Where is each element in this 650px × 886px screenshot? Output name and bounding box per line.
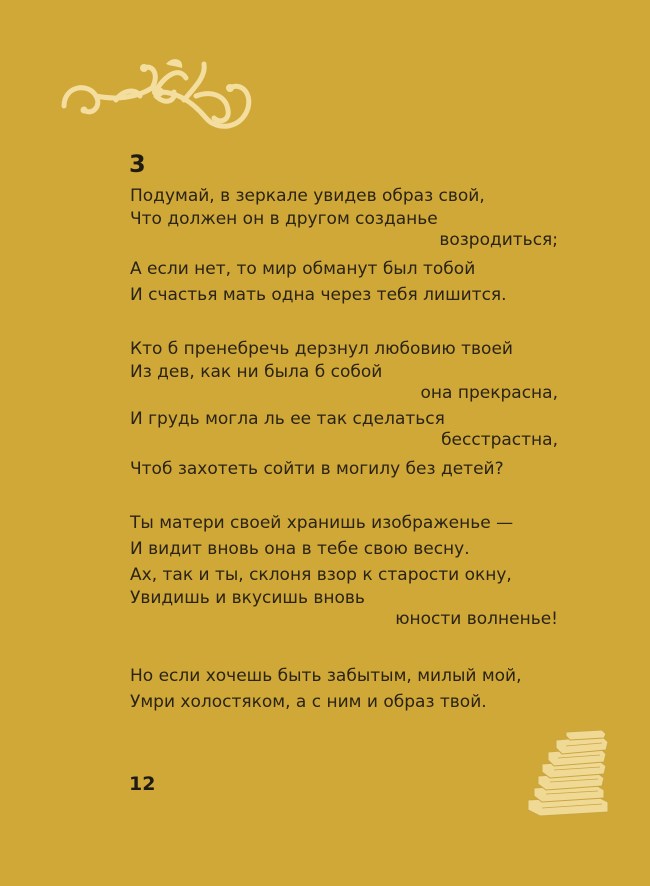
poem-line: Ты матери своей хранишь изображенье — bbox=[130, 513, 514, 533]
poem-line bbox=[130, 409, 570, 456]
poem-line: Но если хочешь быть забытым, милый мой, bbox=[130, 666, 522, 686]
page-number: 12 bbox=[129, 773, 156, 795]
stanza bbox=[130, 183, 570, 308]
poem-line: А если нет, то мир обманут был тобой bbox=[130, 259, 476, 279]
poem-line-continuation: она прекрасна, bbox=[420, 383, 558, 403]
poem-line-text: И грудь могла ль ее так сделаться bbox=[130, 409, 445, 429]
poem-line: И счастья мать одна через тебя лишится. bbox=[130, 285, 507, 305]
stanza bbox=[130, 336, 570, 482]
poem-line-text: Что должен он в другом созданье bbox=[130, 209, 438, 229]
poem-line-continuation: бесстрастна, bbox=[441, 430, 558, 450]
poem-number: 3 bbox=[129, 150, 146, 178]
poem-body bbox=[130, 183, 570, 743]
poem-line: Умри холостяком, а с ним и образ твой. bbox=[130, 692, 487, 712]
stanza bbox=[130, 510, 570, 635]
poem-line-continuation: юности волненье! bbox=[395, 609, 558, 629]
poem-line-text: Увидишь и вкусишь вновь bbox=[130, 588, 365, 608]
poem-line: Ах, так и ты, склоня взор к старости окну, bbox=[130, 565, 512, 585]
poem-line-continuation: возродиться; bbox=[439, 230, 558, 250]
poem-line-text: Из дев, как ни была б собой bbox=[130, 362, 383, 382]
poem-line: И видит вновь она в тебе свою весну. bbox=[130, 539, 470, 559]
floral-flourish-icon bbox=[56, 56, 256, 140]
poem-line: Подумай, в зеркале увидев образ свой, bbox=[130, 186, 485, 206]
poem-line: Кто б пренебречь дерзнул любовию твоей bbox=[130, 339, 513, 359]
poem-line: Чтоб захотеть сойти в могилу без детей? bbox=[130, 459, 504, 479]
poem-line bbox=[130, 209, 570, 256]
poem-line bbox=[130, 588, 570, 635]
stanza bbox=[130, 663, 570, 715]
poem-line bbox=[130, 362, 570, 409]
stack-of-books-icon bbox=[526, 730, 610, 816]
